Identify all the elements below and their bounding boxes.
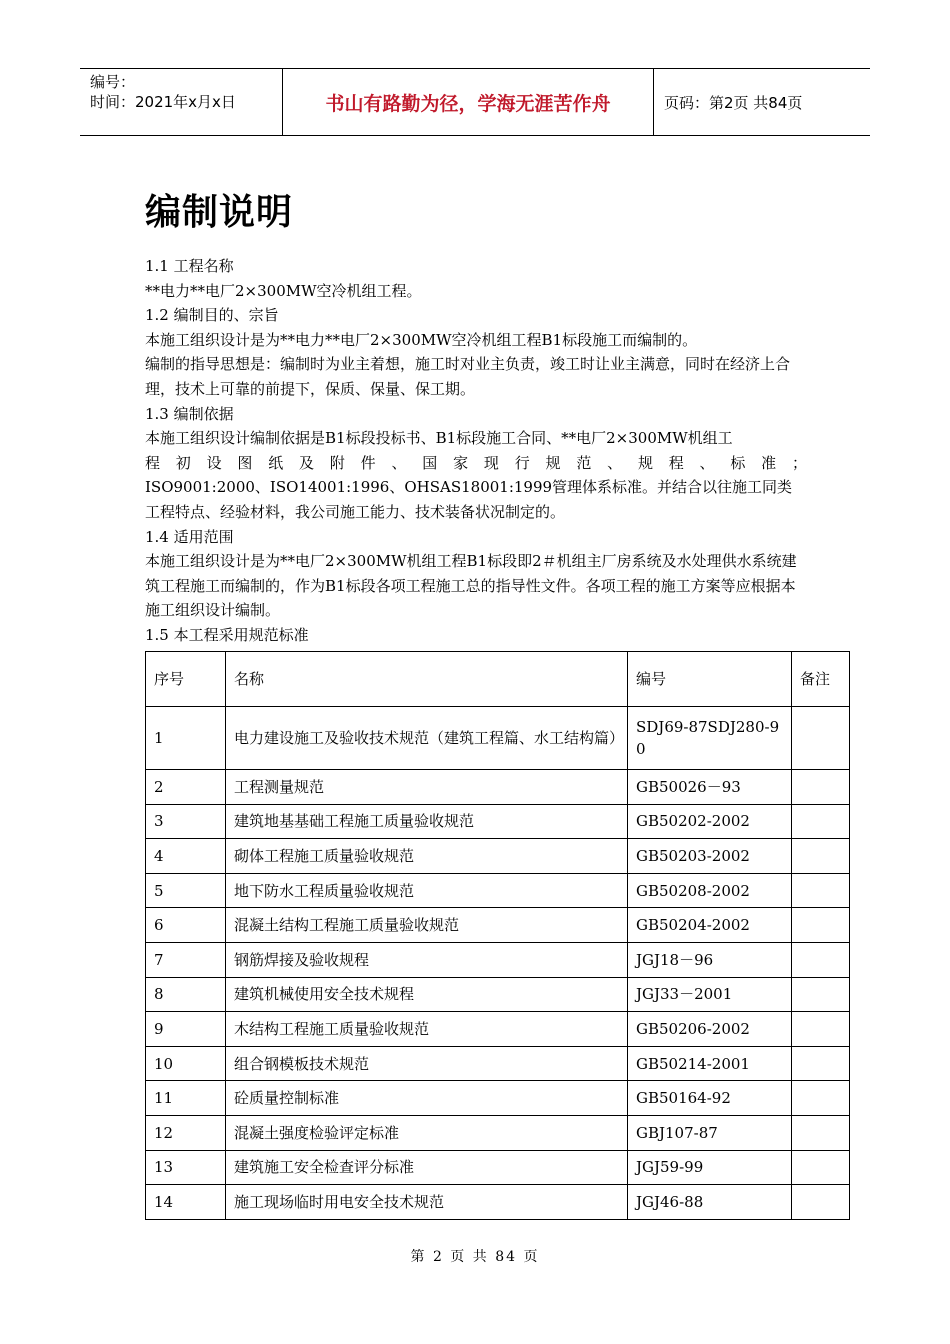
cell-name: 电力建设施工及验收技术规范（建筑工程篇、水工结构篇）: [226, 707, 628, 770]
cell-code: GB50026－93: [628, 770, 792, 805]
cell-index: 13: [146, 1150, 226, 1185]
cell-index: 9: [146, 1012, 226, 1047]
cell-code: JGJ59-99: [628, 1150, 792, 1185]
paragraph: ISO9001:2000、ISO14001:1996、OHSAS18001:1999管理体系标准。并结合以往施工同类工程特点、经验材料，我公司施工能力、技术装备状况制定的。: [145, 478, 793, 521]
table-row: [146, 1046, 850, 1081]
cell-code: GB50204-2002: [628, 908, 792, 943]
cell-index: 10: [146, 1046, 226, 1081]
cell-index: 3: [146, 804, 226, 839]
cell-code: GB50214-2001: [628, 1046, 792, 1081]
table-row: [146, 804, 850, 839]
paragraph: 本施工组织设计是为**电力**电厂2×300MW空冷机组工程B1标段施工而编制的。: [145, 330, 698, 349]
cell-remark: [792, 1150, 850, 1185]
cell-index: 11: [146, 1081, 226, 1116]
table-row: [146, 707, 850, 770]
section-heading: 1.1 工程名称: [145, 257, 234, 275]
cell-name: 组合钢模板技术规范: [226, 1046, 628, 1081]
cell-name: 施工现场临时用电安全技术规范: [226, 1185, 628, 1220]
cell-code: GB50164-92: [628, 1081, 792, 1116]
paragraph: 编制的指导思想是：编制时为业主着想，施工时对业主负责，竣工时让业主满意，同时在经济上合理，技术上可靠的前提下，保质、保量、保工期。: [145, 355, 791, 398]
document-title: 编制说明: [145, 192, 294, 233]
section-heading: 1.3 编制依据: [145, 404, 234, 423]
table-row: [146, 977, 850, 1012]
cell-code: GB50208-2002: [628, 873, 792, 908]
table-row: [146, 839, 850, 874]
table-row: [146, 1185, 850, 1220]
table-row: [146, 942, 850, 977]
cell-name: 建筑施工安全检查评分标准: [226, 1150, 628, 1185]
header-index: 序号: [146, 652, 226, 707]
cell-index: 7: [146, 942, 226, 977]
table-row: [146, 1012, 850, 1047]
cell-index: 8: [146, 977, 226, 1012]
cell-index: 2: [146, 770, 226, 805]
cell-remark: [792, 942, 850, 977]
cell-name: 混凝土结构工程施工质量验收规范: [226, 908, 628, 943]
header-page-info: 页码：第2页 共84页: [664, 93, 803, 112]
cell-code: JGJ46-88: [628, 1185, 792, 1220]
cell-remark: [792, 1081, 850, 1116]
page-footer: 第 2 页 共 84 页: [410, 1249, 540, 1265]
document-body: [145, 254, 807, 648]
cell-name: 建筑机械使用安全技术规程: [226, 977, 628, 1012]
cell-remark: [792, 1115, 850, 1150]
cell-index: 5: [146, 873, 226, 908]
cell-remark: [792, 707, 850, 770]
cell-code: GBJ107-87: [628, 1115, 792, 1150]
table-row: [146, 1115, 850, 1150]
table-row: [146, 770, 850, 805]
header-name: 名称: [226, 652, 628, 707]
cell-code: GB50206-2002: [628, 1012, 792, 1047]
cell-index: 4: [146, 839, 226, 874]
paragraph: 程初设图纸及附件、国家现行规范、规程、标准；: [145, 453, 807, 472]
cell-remark: [792, 873, 850, 908]
cell-index: 12: [146, 1115, 226, 1150]
cell-code: GB50203-2002: [628, 839, 792, 874]
header-code: 编号: [628, 652, 792, 707]
standards-table: [145, 651, 850, 1220]
cell-name: 砌体工程施工质量验收规范: [226, 839, 628, 874]
cell-remark: [792, 770, 850, 805]
paragraph: 本施工组织设计编制依据是B1标段投标书、B1标段施工合同、**电厂2×300MW机组工: [145, 429, 733, 448]
cell-name: 木结构工程施工质量验收规范: [226, 1012, 628, 1047]
cell-remark: [792, 1012, 850, 1047]
cell-remark: [792, 1046, 850, 1081]
paragraph: **电力**电厂2×300MW空冷机组工程。: [145, 281, 422, 300]
cell-code: SDJ69-87SDJ280-9 0: [628, 707, 792, 770]
header-remark: 备注: [792, 652, 850, 707]
table-row: [146, 908, 850, 943]
cell-code: GB50202-2002: [628, 804, 792, 839]
cell-remark: [792, 908, 850, 943]
cell-index: 1: [146, 707, 226, 770]
section-heading: 1.4 适用范围: [145, 527, 234, 546]
cell-code: JGJ33－2001: [628, 977, 792, 1012]
cell-index: 14: [146, 1185, 226, 1220]
table-row: [146, 1150, 850, 1185]
cell-index: 6: [146, 908, 226, 943]
section-heading: 1.5 本工程采用规范标准: [145, 625, 309, 644]
cell-remark: [792, 977, 850, 1012]
table-row: [146, 1081, 850, 1116]
cell-remark: [792, 804, 850, 839]
cell-name: 钢筋焊接及验收规程: [226, 942, 628, 977]
header-motto: 书山有路勤为径，学海无涯苦作舟: [282, 69, 654, 135]
table-header-row: [146, 652, 850, 707]
header-code-label: 编号：: [90, 73, 136, 91]
cell-name: 建筑地基基础工程施工质量验收规范: [226, 804, 628, 839]
cell-remark: [792, 839, 850, 874]
paragraph: 本施工组织设计是为**电厂2×300MW机组工程B1标段即2＃机组主厂房系统及水处理供水系统建筑工程施工而编制的，作为B1标段各项工程施工总的指导性文件。各项工程的施工方案等应根据本施工组织设计编制。: [145, 552, 797, 620]
cell-name: 混凝土强度检验评定标准: [226, 1115, 628, 1150]
header-time-label: 时间：2021年x月x日: [90, 93, 236, 111]
table-row: [146, 873, 850, 908]
header-meta: [80, 69, 282, 135]
cell-name: 砼质量控制标准: [226, 1081, 628, 1116]
cell-code: JGJ18－96: [628, 942, 792, 977]
cell-name: 工程测量规范: [226, 770, 628, 805]
section-heading: 1.2 编制目的、宗旨: [145, 306, 279, 325]
cell-name: 地下防水工程质量验收规范: [226, 873, 628, 908]
cell-remark: [792, 1185, 850, 1220]
page-header: [80, 68, 870, 136]
